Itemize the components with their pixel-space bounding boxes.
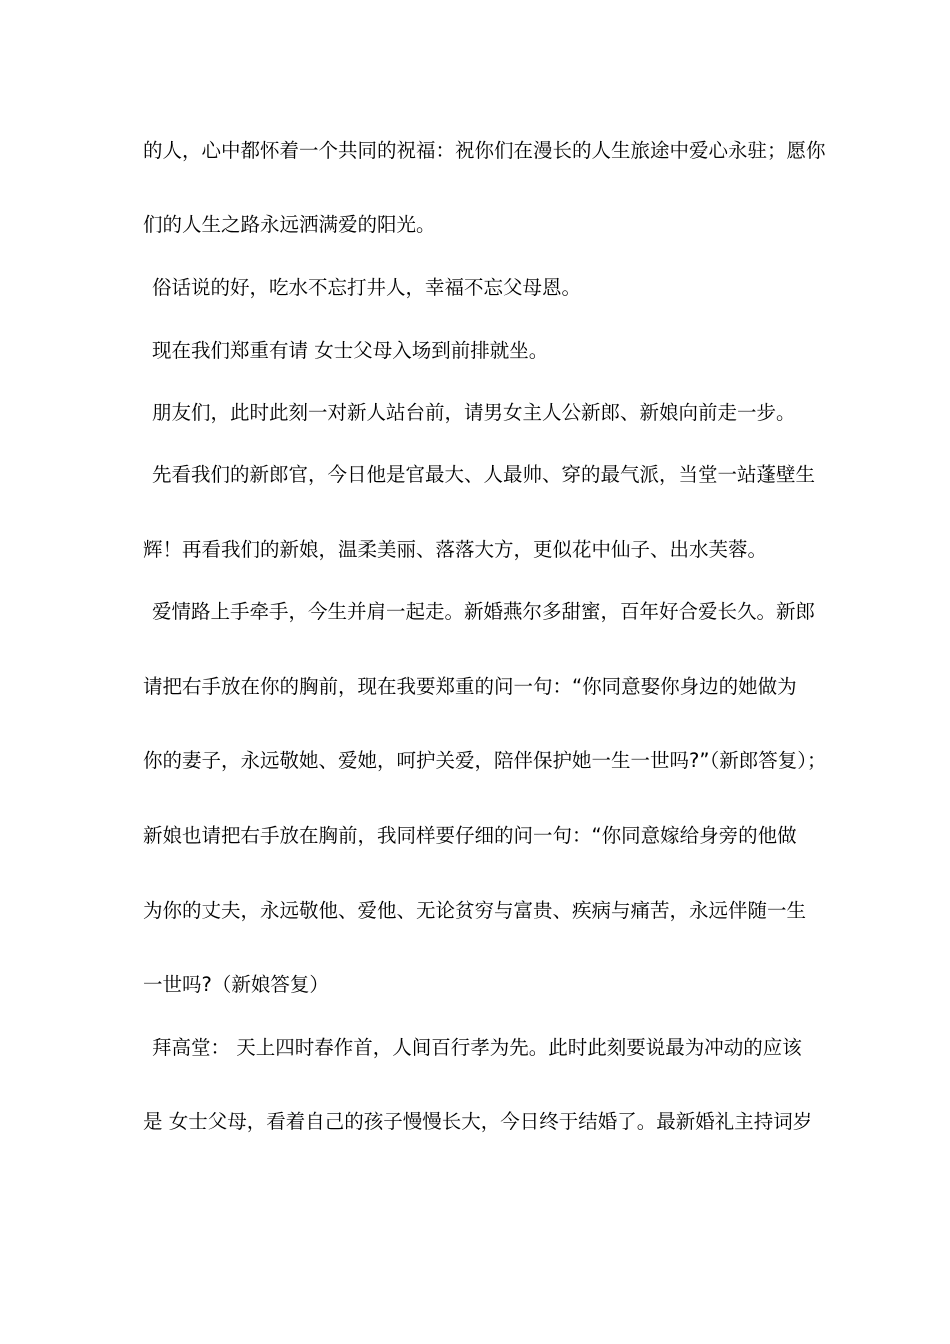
text-line: 辉！再看我们的新娘，温柔美丽、落落大方，更似花中仙子、出水芙蓉。	[143, 538, 768, 561]
text-line: 现在我们郑重有请 女士父母入场到前排就坐。	[152, 339, 549, 362]
text-line: 拜高堂： 天上四时春作首，人间百行孝为先。此时此刻要说最为冲动的应该	[152, 1036, 802, 1059]
text-line: 新娘也请把右手放在胸前，我同样要仔细的问一句：“你同意嫁给身旁的他做	[143, 824, 797, 847]
text-line: 一世吗?（新娘答复）	[143, 973, 329, 996]
text-line: 俗话说的好，吃水不忘打井人，幸福不忘父母恩。	[152, 276, 582, 299]
text-line: 是 女士父母，看着自己的孩子慢慢长大，今日终于结婚了。最新婚礼主持词岁	[143, 1110, 813, 1133]
text-line: 的人，心中都怀着一个共同的祝福：祝你们在漫长的人生旅途中爱心永驻；愿你	[143, 139, 826, 162]
text-line: 朋友们，此时此刻一对新人站台前，请男女主人公新郎、新娘向前走一步。	[152, 401, 796, 424]
text-line: 们的人生之路永远洒满爱的阳光。	[143, 213, 436, 236]
text-line: 你的妻子，永远敬她、爱她，呵护关爱，陪伴保护她一生一世吗?”（新郎答复）；	[143, 749, 827, 772]
text-line: 爱情路上手牵手，今生并肩一起走。新婚燕尔多甜蜜，百年好合爱长久。新郎	[152, 600, 816, 623]
text-line: 先看我们的新郎官，今日他是官最大、人最帅、穿的最气派，当堂一站蓬壁生	[152, 463, 816, 486]
text-line: 为你的丈夫，永远敬他、爱他、无论贫穷与富贵、疾病与痛苦，永远伴随一生	[143, 899, 807, 922]
text-line: 请把右手放在你的胸前，现在我要郑重的问一句：“你同意娶你身边的她做为	[143, 675, 797, 698]
